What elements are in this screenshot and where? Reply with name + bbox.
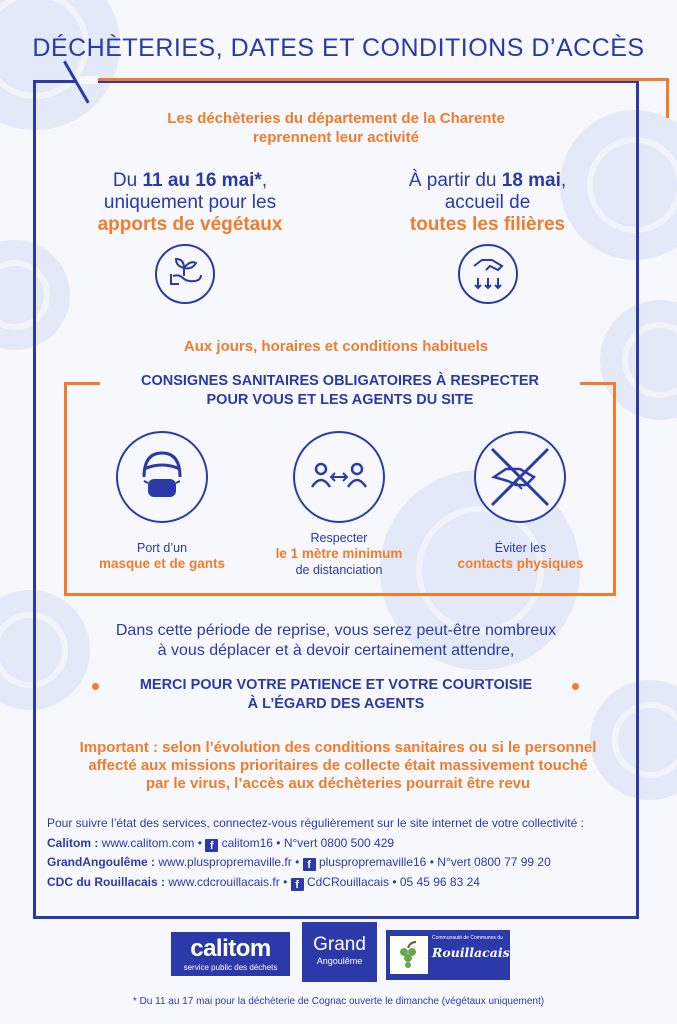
- vegetal-date-range: 11 au 16 mai*: [142, 170, 262, 191]
- phone-number: N°vert 0800 77 99 20: [437, 855, 551, 869]
- vegetal-line-2: uniquement pour les: [103, 192, 277, 213]
- website-link[interactable]: www.pluspropremaville.fr: [158, 855, 292, 869]
- intro-line-2: reprennent leur activité: [253, 129, 419, 146]
- contact-row-rouillacais: CDC du Rouillacais : www.cdcrouillacais.fr • f CdCRouillacais • 05 45 96 83 24: [47, 874, 480, 891]
- consignes-heading-line-1: CONSIGNES SANITAIRES OBLIGATOIRES À RESPECTER: [141, 373, 539, 389]
- grand-angouleme-logo: Grand Angoulême: [302, 922, 377, 982]
- no-handshake-icon: [474, 431, 566, 523]
- reopening-vegetal: [60, 170, 320, 236]
- contact-caption-bold: contacts physiques: [457, 556, 584, 571]
- mask-caption: Port d’un masque et de gants: [92, 540, 232, 572]
- grapes-icon: [390, 936, 428, 974]
- vegetal-highlight: apports de végétaux: [97, 214, 283, 235]
- consignes-heading: [100, 372, 580, 410]
- facebook-link[interactable]: CdCRouillacais: [306, 874, 389, 889]
- distance-icon: [293, 431, 385, 523]
- vegetal-dates: Du 11 au 16 mai*,: [112, 170, 268, 191]
- consignes-heading-line-2: POUR VOUS ET LES AGENTS DU SITE: [206, 392, 474, 408]
- usual-conditions: Aux jours, horaires et conditions habituels: [183, 338, 489, 355]
- frame-accent-top: [98, 78, 669, 81]
- facebook-link[interactable]: calitom16: [221, 835, 273, 850]
- contact-info: [47, 814, 637, 892]
- facebook-icon: f: [291, 878, 304, 891]
- all-highlight: toutes les filières: [409, 214, 566, 235]
- intro-line-1: Les déchèteries du département de la Charente: [167, 110, 505, 127]
- footnote: * Du 11 au 17 mai pour la déchèterie de Cognac ouverte le dimanche (végétaux uniquement): [132, 996, 545, 1007]
- rouillacais-logo: Communauté de Communes du Rouillacais: [386, 930, 510, 980]
- intro-text: [33, 109, 639, 147]
- facebook-link[interactable]: pluspropremaville16: [318, 855, 427, 869]
- page-title: DÉCHÈTERIES, DATES ET CONDITIONS D’ACCÈS: [32, 34, 645, 62]
- phone-number: N°vert 0800 500 429: [283, 835, 395, 850]
- distance-caption: Respecter le 1 mètre minimum de distanciation: [254, 530, 424, 578]
- all-date: 18 mai: [501, 170, 561, 191]
- mask-caption-bold: masque et de gants: [98, 556, 226, 571]
- speech-tail-gap: [76, 76, 98, 84]
- website-link[interactable]: www.cdcrouillacais.fr: [168, 874, 280, 889]
- sorting-icon: [458, 244, 518, 304]
- all-line-2: accueil de: [444, 192, 531, 213]
- website-link[interactable]: www.calitom.com: [101, 835, 195, 850]
- contact-row-calitom: Calitom : www.calitom.com • f calitom16 • N°vert 0800 500 429: [47, 835, 395, 852]
- facebook-icon: f: [205, 839, 218, 852]
- frame-accent-right: [666, 78, 669, 118]
- thanks-message: MERCI POUR VOTRE PATIENCE ET VOTRE COURTOISIE À L’ÉGARD DES AGENTS: [139, 677, 533, 712]
- reopening-all: [355, 170, 620, 236]
- all-dates: À partir du 18 mai,: [408, 170, 567, 191]
- calitom-logo: calitom service public des déchets: [171, 932, 290, 976]
- contact-row-grandangouleme: GrandAngoulême : www.pluspropremaville.fr • f pluspropremaville16 • N°vert 0800 77 99 20: [47, 855, 551, 871]
- phone-number: 05 45 96 83 24: [399, 874, 480, 889]
- contact-caption: Éviter les contacts physiques: [448, 540, 593, 572]
- contact-intro: Pour suivre l’état des services, connectez-vous régulièrement sur le site internet de votre collectivité :: [47, 816, 584, 830]
- period-text: Dans cette période de reprise, vous serez peut-être nombreux à vous déplacer et à devoir certainement attendre,: [115, 622, 557, 659]
- plant-hand-icon: [155, 244, 215, 304]
- face-mask-icon: [116, 431, 208, 523]
- distance-caption-bold: le 1 mètre minimum: [275, 546, 403, 561]
- important-notice: Important : selon l’évolution des conditions sanitaires ou si le personnel affecté aux missions prioritaires de collecte était massivement touché par le virus, l’accès aux déchèteries pourrait être revu: [79, 739, 597, 792]
- facebook-icon: f: [303, 858, 316, 871]
